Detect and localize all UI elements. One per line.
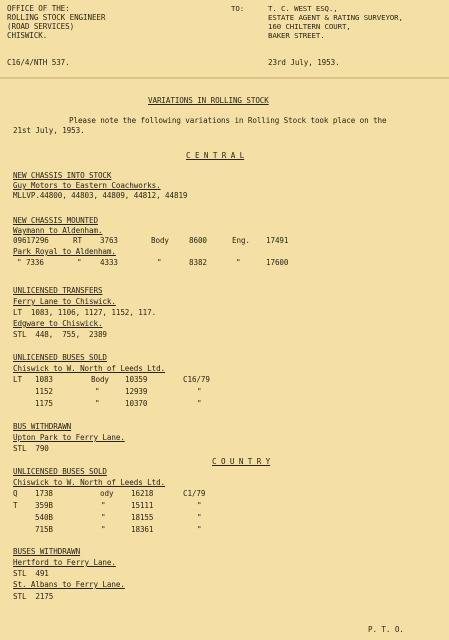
pto-note: P. T. O. bbox=[368, 625, 404, 634]
central-sold-row-2-code: " bbox=[197, 387, 202, 396]
buses-withdrawn-route-1: Hertford to Ferry Lane. bbox=[13, 558, 116, 567]
central-sold-row-3-body: 10370 bbox=[125, 399, 148, 408]
country-sold-row-3-num: 540B bbox=[35, 513, 53, 522]
country-sold-row-3-body: 18155 bbox=[131, 513, 154, 522]
country-sold-row-4-code: " bbox=[197, 525, 202, 534]
country-sold-row-1-body-label: ody bbox=[100, 489, 114, 498]
new-chassis-into-stock-route: Guy Motors to Eastern Coachworks. bbox=[13, 181, 161, 190]
mounted-row-2-eng-label: " bbox=[236, 258, 241, 267]
new-chassis-mounted-route-2: Park Royal to Aldenham. bbox=[13, 247, 116, 256]
mounted-row-2-type: " bbox=[77, 258, 82, 267]
country-sold-row-4-body-label: " bbox=[101, 525, 106, 534]
bus-withdrawn-title: BUS WITHDRAWN bbox=[13, 422, 72, 431]
to-label: TO: bbox=[231, 4, 245, 13]
bus-withdrawn-line: STL 790 bbox=[13, 444, 49, 453]
mounted-row-1-body-label: Body bbox=[151, 236, 169, 245]
central-sold-row-1-body-label: Body bbox=[91, 375, 109, 384]
buses-withdrawn-route-2: St. Albans to Ferry Lane. bbox=[13, 580, 125, 589]
mounted-row-2-body: 8382 bbox=[189, 258, 207, 267]
country-heading: C O U N T R Y bbox=[212, 457, 271, 466]
new-chassis-into-stock-title: NEW CHASSIS INTO STOCK bbox=[13, 171, 112, 180]
mounted-row-1-chassis: 09617296 bbox=[13, 236, 49, 245]
central-sold-row-1-num: 1083 bbox=[35, 375, 53, 384]
country-sold-row-2-body-label: " bbox=[101, 501, 106, 510]
central-buses-sold-title: UNLICENSED BUSES SOLD bbox=[13, 353, 107, 362]
unlicensed-transfers-route-2: Edgware to Chiswick. bbox=[13, 319, 103, 328]
memo-title: VARIATIONS IN ROLLING STOCK bbox=[148, 96, 269, 105]
sender-line-4: CHISWICK. bbox=[7, 31, 48, 40]
mounted-row-1-num: 3763 bbox=[100, 236, 118, 245]
central-buses-sold-route: Chiswick to W. North of Leeds Ltd. bbox=[13, 364, 166, 373]
central-sold-row-1-code: C16/79 bbox=[183, 375, 210, 384]
unlicensed-transfers-route-1: Ferry Lane to Chiswick. bbox=[13, 297, 116, 306]
new-chassis-mounted-title: NEW CHASSIS MOUNTED bbox=[13, 216, 98, 225]
country-sold-row-2-code: " bbox=[197, 501, 202, 510]
country-sold-row-1-prefix: Q bbox=[13, 489, 18, 498]
country-sold-row-3-body-label: " bbox=[101, 513, 106, 522]
buses-withdrawn-line-2: STL 2175 bbox=[13, 592, 54, 601]
unlicensed-transfers-line-2: STL 448, 755, 2389 bbox=[13, 330, 107, 339]
country-buses-sold-route: Chiswick to W. North of Leeds Ltd. bbox=[13, 478, 166, 487]
central-sold-row-3-code: " bbox=[197, 399, 202, 408]
country-buses-sold-title: UNLICENSED BUSES SOLD bbox=[13, 467, 107, 476]
new-chassis-into-stock-numbers: MLLVP.44800, 44803, 44809, 44812, 44819 bbox=[13, 191, 188, 200]
country-sold-row-4-num: 715B bbox=[35, 525, 53, 534]
mounted-row-1-type: RT bbox=[73, 236, 82, 245]
intro-line-2: 21st July, 1953. bbox=[13, 126, 85, 135]
bus-withdrawn-route: Upton Park to Ferry Lane. bbox=[13, 433, 125, 442]
buses-withdrawn-title: BUSES WITHDRAWN bbox=[13, 547, 81, 556]
country-sold-row-3-code: " bbox=[197, 513, 202, 522]
mounted-row-1-eng-label: Eng. bbox=[232, 236, 250, 245]
recipient-line-2: ESTATE AGENT & RATING SURVEYOR, bbox=[268, 13, 403, 22]
reference-number: C16/4/NTH 537. bbox=[7, 58, 70, 67]
unlicensed-transfers-line-1: LT 1083, 1106, 1127, 1152, 117. bbox=[13, 308, 157, 317]
country-sold-row-1-code: C1/79 bbox=[183, 489, 206, 498]
central-sold-row-1-prefix: LT bbox=[13, 375, 22, 384]
central-sold-row-3-body-label: " bbox=[95, 399, 100, 408]
central-sold-row-2-num: 1152 bbox=[35, 387, 53, 396]
country-sold-row-4-body: 18361 bbox=[131, 525, 154, 534]
central-sold-row-1-body: 10359 bbox=[125, 375, 148, 384]
unlicensed-transfers-title: UNLICENSED TRANSFERS bbox=[13, 286, 103, 295]
new-chassis-mounted-route-1: Waymann to Aldenham. bbox=[13, 226, 103, 235]
mounted-row-2-chassis: " 7336 bbox=[17, 258, 44, 267]
central-sold-row-2-body: 12939 bbox=[125, 387, 148, 396]
sender-line-3: (ROAD SERVICES) bbox=[7, 22, 75, 31]
memo-date: 23rd July, 1953. bbox=[268, 58, 340, 67]
country-sold-row-1-body: 16218 bbox=[131, 489, 154, 498]
sender-line-2: ROLLING STOCK ENGINEER bbox=[7, 13, 106, 22]
country-sold-row-2-prefix: T bbox=[13, 501, 18, 510]
country-sold-row-2-body: 15111 bbox=[131, 501, 154, 510]
recipient-line-3: 160 CHILTERN COURT, bbox=[268, 22, 351, 31]
sender-line-1: OFFICE OF THE: bbox=[7, 4, 70, 13]
central-sold-row-3-num: 1175 bbox=[35, 399, 53, 408]
mounted-row-1-eng: 17491 bbox=[266, 236, 289, 245]
recipient-line-1: T. C. WEST ESQ., bbox=[268, 4, 338, 13]
mounted-row-2-eng: 17600 bbox=[266, 258, 289, 267]
mounted-row-2-body-label: " bbox=[157, 258, 162, 267]
country-sold-row-1-num: 1738 bbox=[35, 489, 53, 498]
central-heading: C E N T R A L bbox=[186, 151, 245, 160]
recipient-line-4: BAKER STREET. bbox=[268, 31, 325, 40]
header-rule bbox=[0, 77, 449, 79]
buses-withdrawn-line-1: STL 491 bbox=[13, 569, 49, 578]
intro-line-1: Please note the following variations in Rolling Stock took place on the bbox=[69, 116, 387, 125]
country-sold-row-2-num: 359B bbox=[35, 501, 53, 510]
mounted-row-2-num: 4333 bbox=[100, 258, 118, 267]
mounted-row-1-body: 8600 bbox=[189, 236, 207, 245]
central-sold-row-2-body-label: " bbox=[95, 387, 100, 396]
